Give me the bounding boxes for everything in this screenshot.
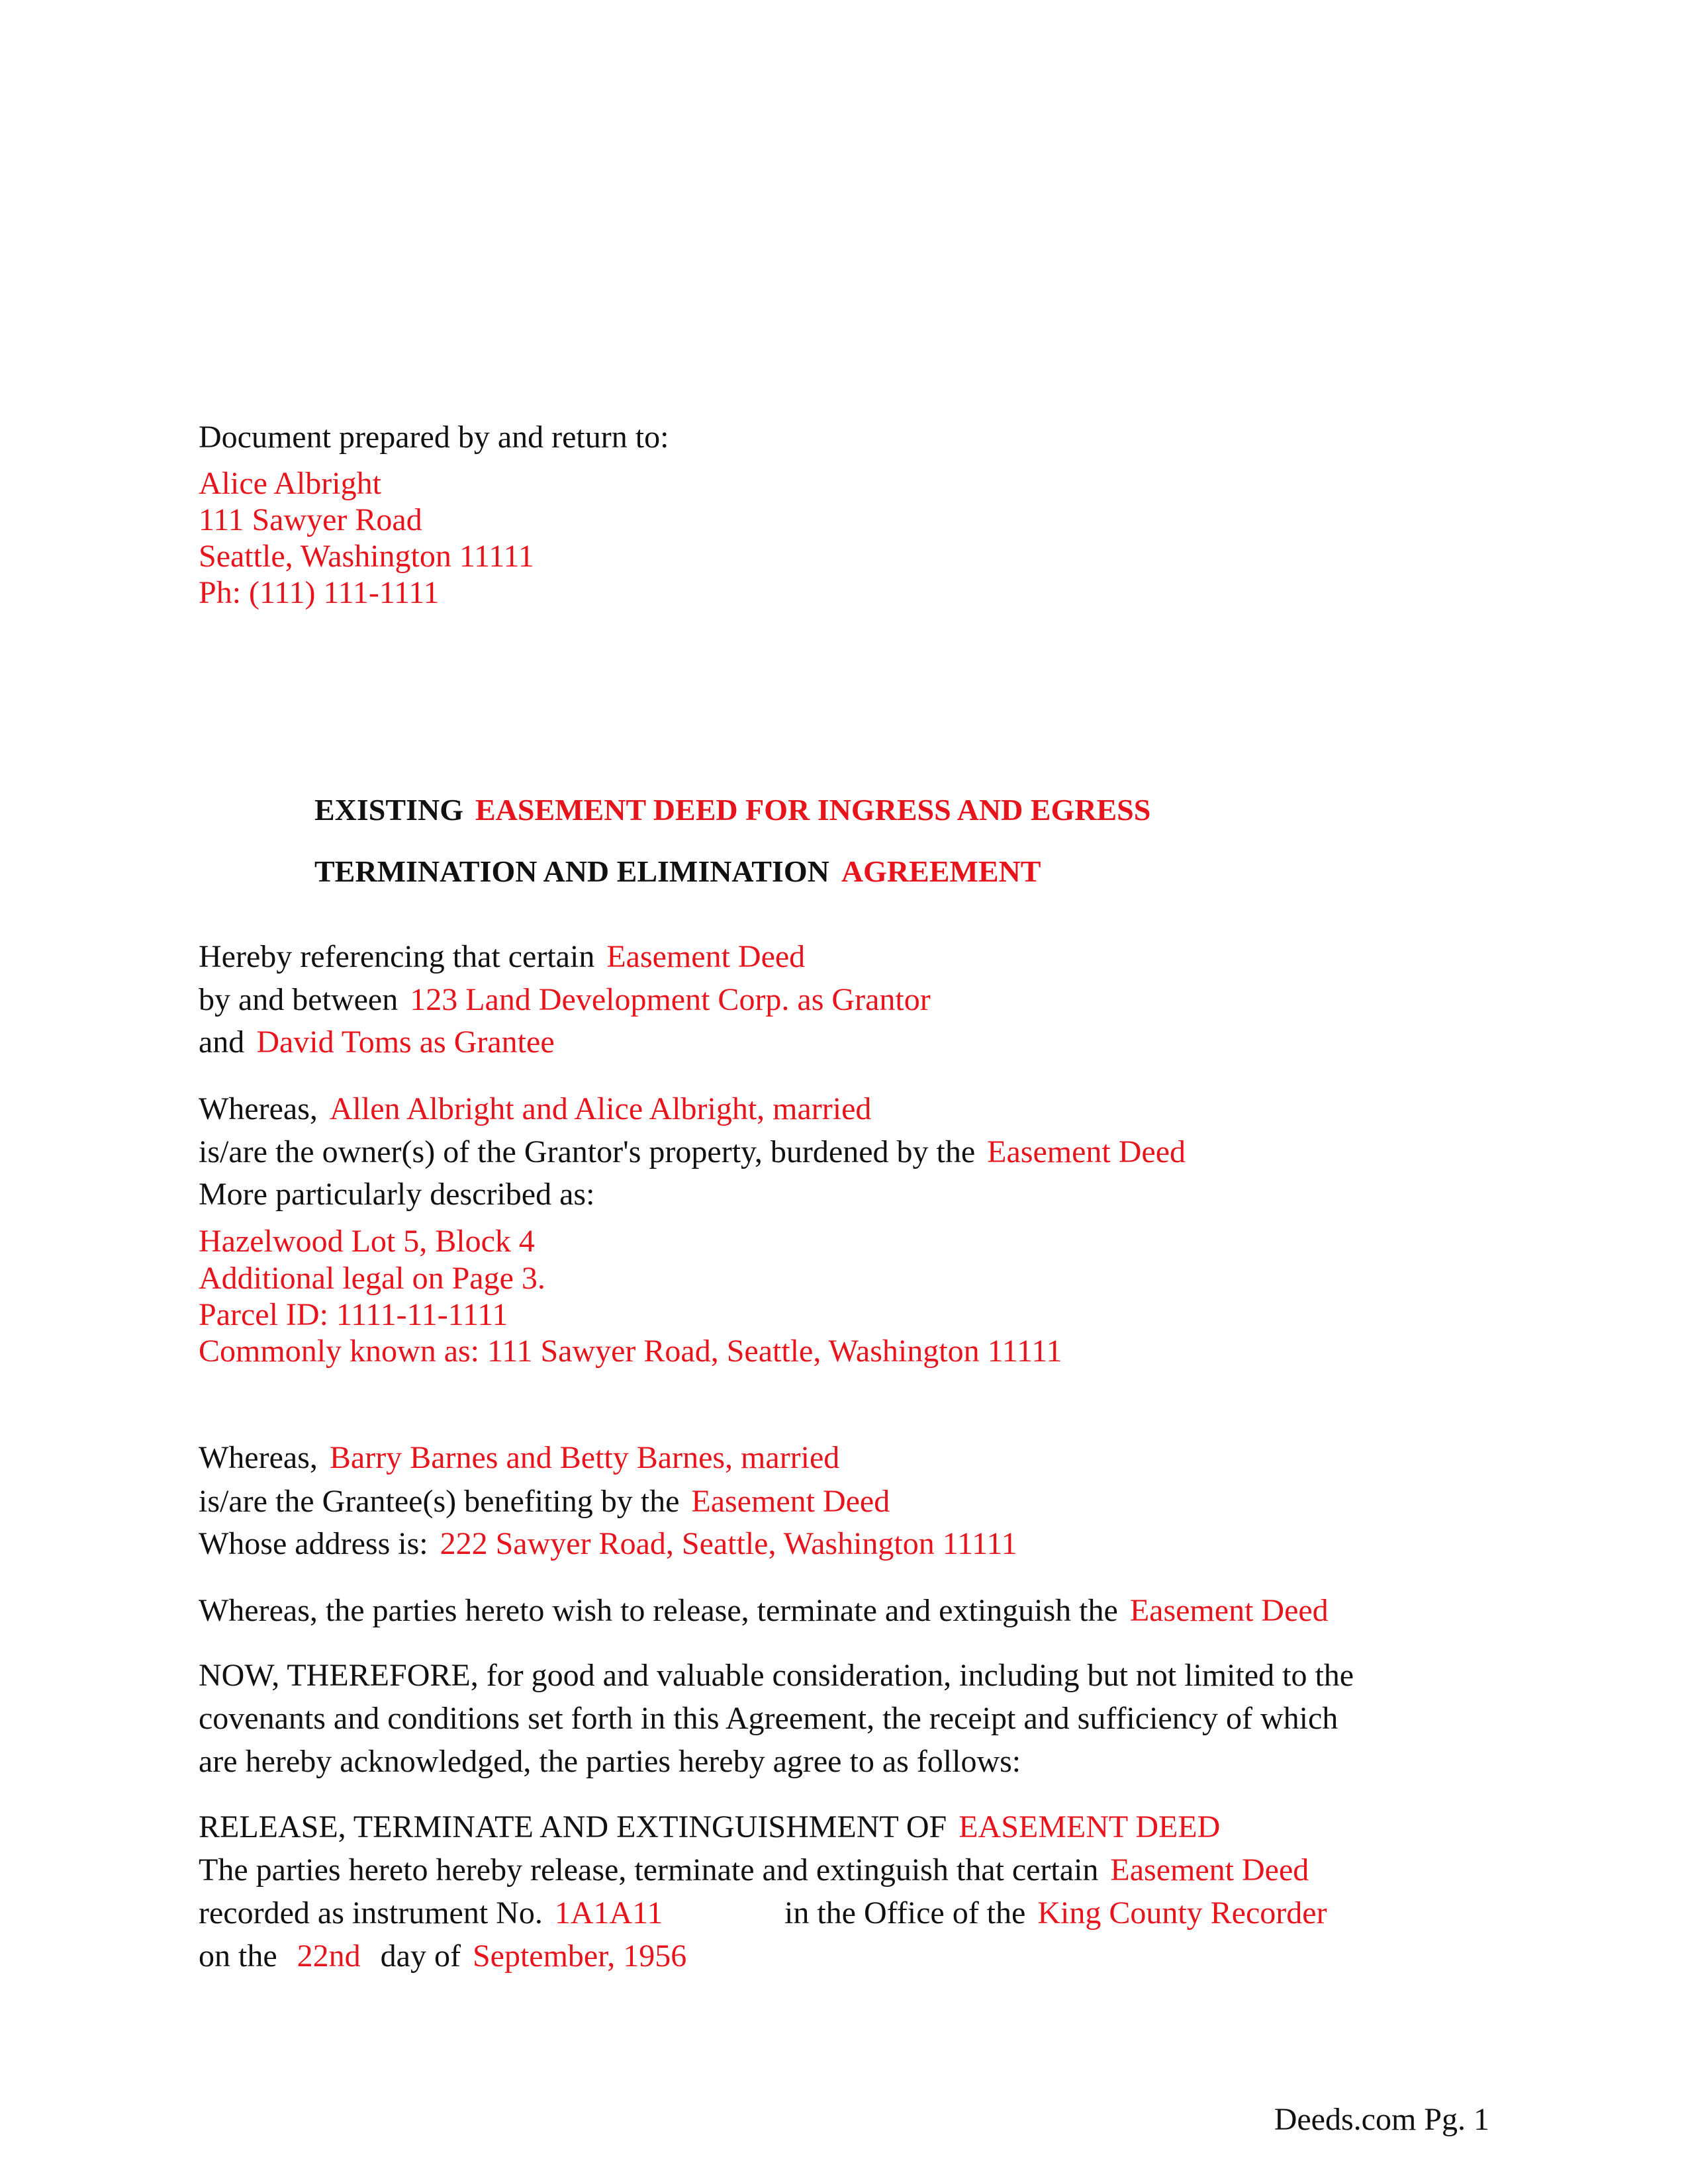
owner-value-2: Easement Deed bbox=[987, 1134, 1186, 1169]
reference-value-1: Easement Deed bbox=[606, 939, 806, 974]
release-text-1: The parties hereto hereby release, terminate and extinguish that certain bbox=[199, 1852, 1099, 1888]
release-text-3b: day of bbox=[380, 1938, 461, 1974]
wish-line bbox=[199, 1592, 1329, 1630]
reference-line-2 bbox=[199, 981, 931, 1019]
recorder-office: King County Recorder bbox=[1037, 1895, 1327, 1931]
record-day: 22nd bbox=[297, 1938, 361, 1974]
release-line-3 bbox=[199, 1937, 686, 1976]
release-heading-value: EASEMENT DEED bbox=[959, 1809, 1221, 1844]
grantee-value-1: Barry Barnes and Betty Barnes, married bbox=[329, 1440, 840, 1475]
release-text-2: recorded as instrument No. bbox=[199, 1895, 543, 1931]
grantee-line-2 bbox=[199, 1482, 890, 1521]
release-heading-text: RELEASE, TERMINATE AND EXTINGUISHMENT OF bbox=[199, 1809, 947, 1844]
legal-line: Parcel ID: 1111-11-1111 bbox=[199, 1297, 508, 1332]
reference-text-3: and bbox=[199, 1024, 245, 1060]
owner-line-1 bbox=[199, 1090, 871, 1128]
title-prefix-2: TERMINATION AND ELIMINATION bbox=[314, 854, 829, 888]
grantee-text-3: Whose address is: bbox=[199, 1526, 428, 1561]
release-value-1: Easement Deed bbox=[1110, 1852, 1309, 1888]
release-line-2 bbox=[199, 1894, 663, 1933]
grantee-value-3: 222 Sawyer Road, Seattle, Washington 11111 bbox=[440, 1526, 1017, 1561]
owner-text-1: Whereas, bbox=[199, 1091, 318, 1126]
therefore-line-3: are hereby acknowledged, the parties hereby agree to as follows: bbox=[199, 1744, 1021, 1779]
preparer-name: Alice Albright bbox=[199, 466, 381, 501]
release-line-2b bbox=[784, 1894, 1327, 1933]
release-text-3: on the bbox=[199, 1938, 277, 1974]
legal-line: Additional legal on Page 3. bbox=[199, 1261, 545, 1296]
wish-text: Whereas, the parties hereto wish to release, terminate and extinguish the bbox=[199, 1593, 1118, 1628]
instrument-number: 1A1A11 bbox=[554, 1895, 663, 1931]
preparer-street: 111 Sawyer Road bbox=[199, 502, 422, 537]
preparer-city: Seattle, Washington 11111 bbox=[199, 539, 534, 574]
page-footer: Deeds.com Pg. 1 bbox=[1274, 2102, 1489, 2137]
title-value-1: EASEMENT DEED FOR INGRESS AND EGRESS bbox=[475, 793, 1151, 827]
grantee-line-1 bbox=[199, 1439, 839, 1477]
reference-text-1: Hereby referencing that certain bbox=[199, 939, 595, 974]
therefore-line-1: NOW, THEREFORE, for good and valuable consideration, including but not limited to the bbox=[199, 1658, 1354, 1693]
owner-line-3: More particularly described as: bbox=[199, 1177, 595, 1212]
title-prefix-1: EXISTING bbox=[314, 793, 463, 827]
legal-line: Commonly known as: 111 Sawyer Road, Seattle, Washington 11111 bbox=[199, 1334, 1062, 1369]
record-month-year: September, 1956 bbox=[472, 1938, 687, 1974]
prepared-heading: Document prepared by and return to: bbox=[199, 420, 669, 455]
reference-line-3 bbox=[199, 1023, 555, 1062]
reference-value-3: David Toms as Grantee bbox=[256, 1024, 555, 1060]
preparer-phone: Ph: (111) 111-1111 bbox=[199, 575, 440, 610]
grantee-text-1: Whereas, bbox=[199, 1440, 318, 1475]
legal-line: Hazelwood Lot 5, Block 4 bbox=[199, 1224, 535, 1259]
release-text-2b: in the Office of the bbox=[784, 1895, 1026, 1931]
reference-text-2: by and between bbox=[199, 982, 399, 1017]
grantee-line-3 bbox=[199, 1525, 1017, 1563]
grantee-value-2: Easement Deed bbox=[691, 1484, 890, 1519]
release-heading bbox=[199, 1808, 1220, 1846]
reference-value-2: 123 Land Development Corp. as Grantor bbox=[410, 982, 931, 1017]
therefore-line-2: covenants and conditions set forth in this Agreement, the receipt and sufficiency of which bbox=[199, 1701, 1338, 1736]
title-line-1 bbox=[314, 791, 1150, 829]
owner-text-2: is/are the owner(s) of the Grantor's property, burdened by the bbox=[199, 1134, 976, 1169]
reference-line-1 bbox=[199, 938, 805, 976]
owner-value-1: Allen Albright and Alice Albright, married bbox=[329, 1091, 872, 1126]
wish-value: Easement Deed bbox=[1129, 1593, 1329, 1628]
grantee-text-2: is/are the Grantee(s) benefiting by the bbox=[199, 1484, 680, 1519]
release-line-1 bbox=[199, 1851, 1309, 1889]
title-value-2: AGREEMENT bbox=[841, 854, 1041, 888]
owner-line-2 bbox=[199, 1133, 1186, 1171]
title-line-2 bbox=[314, 852, 1041, 891]
